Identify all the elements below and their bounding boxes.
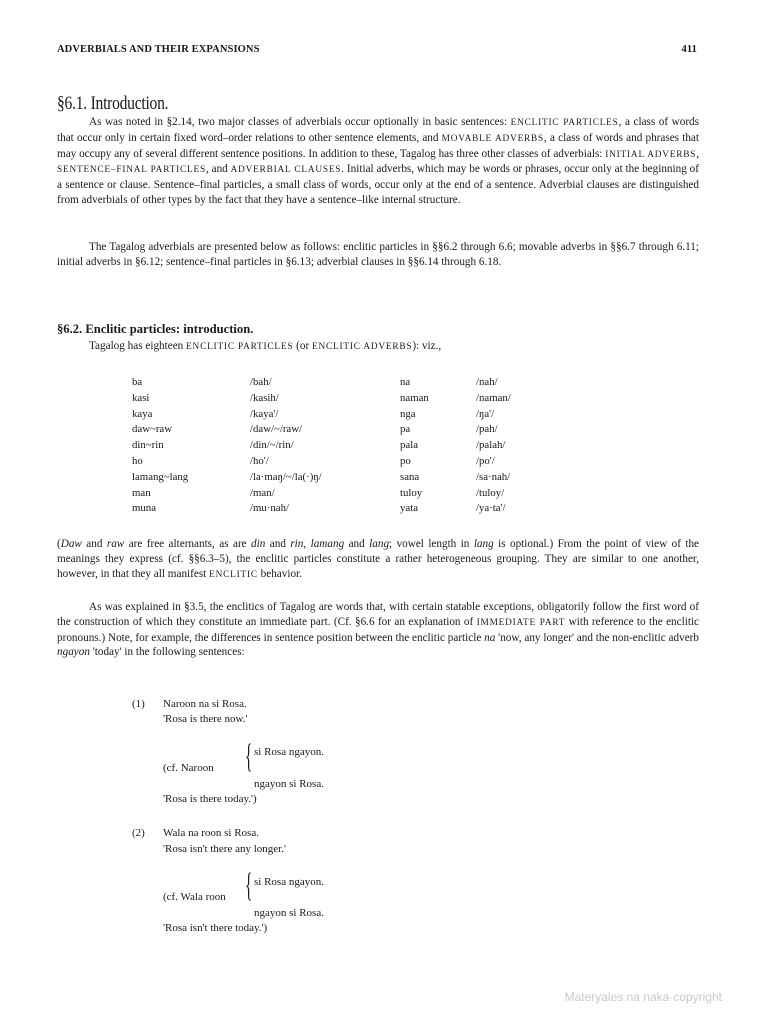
example-cf-lead: (cf. Wala roon <box>163 891 226 903</box>
italic-term: Daw <box>60 538 82 550</box>
particle-word: naman <box>400 391 429 404</box>
particle-pronunciation: /kaya'/ <box>250 407 279 420</box>
running-title: ADVERBIALS AND THEIR EXPANSIONS <box>57 44 260 55</box>
section-title-enclitic-particles: §6.2. Enclitic particles: introduction. <box>57 322 254 336</box>
paragraph-overview: The Tagalog adverbials are presented below as follows: enclitic particles in §§6.2 through 6.6; movable adverbs in §§6.7 through 6.11; initial adverbs in §6.12; sentence–final particles in §6.13; adverbial clauses in §§6.14 through 6.18. <box>57 241 699 268</box>
particle-word: po <box>400 454 411 467</box>
paragraph-enclitic-intro <box>57 339 699 355</box>
text-run: , <box>303 538 311 550</box>
particle-word: yata <box>400 502 418 515</box>
particle-pronunciation: /palah/ <box>476 439 506 452</box>
italic-term: lang <box>369 538 390 550</box>
text-run: behavior. <box>257 567 302 580</box>
copyright-watermark: Materyales na naka-copyright <box>564 990 722 1004</box>
text-run: 'now, any longer' and the non-enclitic adverb <box>495 631 699 644</box>
text-run: ; vowel length in <box>389 538 474 550</box>
particle-pronunciation: /pah/ <box>476 423 498 436</box>
example-sentence: Naroon na si Rosa. <box>163 698 247 710</box>
curly-brace-glyph: { <box>245 867 253 904</box>
text-run: As was explained in §3.5, the enclitics of Tagalog are words that, with certain statable exceptions, obligatorily follow the first word of the construction of which they constitute an immediate part. (Cf. §6.6 for an explanation of <box>57 601 699 628</box>
curly-brace-glyph: { <box>245 738 253 775</box>
particle-word: din~rin <box>132 439 164 452</box>
small-caps-term: ENCLITIC <box>209 569 258 580</box>
particle-word: man <box>132 486 151 499</box>
text-run: and <box>344 538 370 550</box>
example-alternative: si Rosa ngayon. <box>254 746 324 758</box>
particle-word: ba <box>132 376 143 388</box>
text-run: , a class of words and phrases that may occupy any of several different sentence positions. In addition to these, Tagalog has three other classes of adverbials: <box>57 131 699 160</box>
particle-pronunciation: /nah/ <box>476 376 498 388</box>
paragraph-alternants <box>57 537 699 582</box>
particle-word: muna <box>132 502 156 515</box>
particle-word: daw~raw <box>132 423 173 436</box>
text-run: As was noted in §2.14, two major classes of adverbials occur optionally in basic sentences: <box>89 116 511 128</box>
example-alternative: si Rosa ngayon. <box>254 876 324 888</box>
particle-pronunciation: /man/ <box>250 486 275 499</box>
particle-word: lamang~lang <box>132 470 189 483</box>
small-caps-term: ENCLITIC PARTICLES <box>186 342 294 352</box>
text-run: (or <box>293 340 312 352</box>
section-title-introduction: §6.1. Introduction. <box>57 93 169 114</box>
particle-word: ho <box>132 454 143 467</box>
particle-pronunciation: /din/~/rin/ <box>250 439 294 452</box>
text-run: with reference to the enclitic pronouns.) Note, for example, the differences in sentence position between the enclitic particle <box>57 615 699 644</box>
small-caps-term: SENTENCE–FINAL PARTICLES <box>57 165 206 176</box>
italic-term: raw <box>106 538 125 550</box>
particle-pronunciation: /naman/ <box>476 391 511 404</box>
page-number: 411 <box>681 44 697 55</box>
particle-pronunciation: /tuloy/ <box>476 486 505 499</box>
small-caps-term: INITIAL ADVERBS <box>605 149 697 160</box>
particle-pronunciation: /ya·ta'/ <box>476 502 506 515</box>
running-head <box>57 44 697 55</box>
particle-word: na <box>400 376 411 388</box>
text-run: , and <box>205 163 231 176</box>
particle-word: pala <box>400 439 418 452</box>
particle-pronunciation: /ŋa'/ <box>476 407 495 420</box>
particle-word: nga <box>400 407 416 420</box>
example-number: (1) <box>132 698 145 710</box>
small-caps-term: IMMEDIATE PART <box>476 617 566 628</box>
particle-pronunciation: /ho'/ <box>250 454 269 467</box>
example-cf-lead: (cf. Naroon <box>163 762 214 774</box>
particle-pronunciation: /la·maŋ/~/la(·)ŋ/ <box>250 470 322 483</box>
small-caps-term: MOVABLE ADVERBS <box>441 133 545 144</box>
italic-term: din <box>251 538 266 550</box>
example-gloss: 'Rosa isn't there any longer.' <box>163 843 286 855</box>
particle-word: pa <box>400 423 411 436</box>
text-run: . Initial adverbs, which may be words or phrases, occur only at the beginning of a sentence or clause. Sentence–final particles, a small class of words, occur only at the end of a sentence. Adverbial clauses are distinguished from adverbials of other types by the fact that they have a sentence–like internal structure. <box>57 163 699 206</box>
example-number: (2) <box>132 827 145 839</box>
italic-term: lamang <box>310 538 345 550</box>
italic-term: na <box>484 631 496 644</box>
small-caps-term: ENCLITIC ADVERBS <box>311 342 413 352</box>
text-run: , a class of words that occur only in certain fixed word–order relations to other sentence elements, and <box>57 116 699 144</box>
paragraph-intro <box>57 115 699 208</box>
particle-pronunciation: /kasih/ <box>250 391 279 404</box>
particle-word: tuloy <box>400 486 423 499</box>
particle-pronunciation: /sa·nah/ <box>476 470 511 483</box>
example-gloss: 'Rosa is there now.' <box>163 713 248 725</box>
particle-pronunciation: /daw/~/raw/ <box>250 423 303 436</box>
text-run: ): viz., <box>412 340 442 352</box>
text-run: is optional.) From the point of view of the meanings they express (cf. §§6.3–5), the enclitic particles constitute a rather heterogeneous grouping. They are similar to one another, however, in that they all manifest <box>57 538 700 580</box>
paragraph-enclitic-explanation <box>57 600 699 660</box>
example-cf-gloss: 'Rosa is there today.') <box>163 793 257 805</box>
particle-pronunciation: /bah/ <box>250 376 272 388</box>
example-sentence: Wala na roon si Rosa. <box>163 827 259 839</box>
particle-pronunciation: /mu·nah/ <box>250 502 289 515</box>
italic-term: rin <box>290 538 304 550</box>
italic-term: lang <box>473 538 494 550</box>
particle-pronunciation: /po'/ <box>476 454 495 467</box>
italic-term: ngayon <box>57 646 90 659</box>
particle-word: kasi <box>132 391 150 404</box>
small-caps-term: ADVERBIAL CLAUSES <box>230 165 342 176</box>
text-run: , <box>696 147 700 160</box>
text-run: are free alternants, as are <box>124 538 252 550</box>
text-run: and <box>265 538 291 550</box>
example-alternative: ngayon si Rosa. <box>254 778 324 790</box>
example-cf-gloss: 'Rosa isn't there today.') <box>163 922 268 934</box>
text-run: 'today' in the following sentences: <box>89 646 245 659</box>
text-run: ( <box>57 538 61 550</box>
particle-word: sana <box>400 470 420 483</box>
example-alternative: ngayon si Rosa. <box>254 907 324 919</box>
text-run: and <box>81 538 107 550</box>
text-run: Tagalog has eighteen <box>89 340 187 352</box>
small-caps-term: ENCLITIC PARTICLES <box>510 118 619 128</box>
particle-word: kaya <box>132 407 153 420</box>
